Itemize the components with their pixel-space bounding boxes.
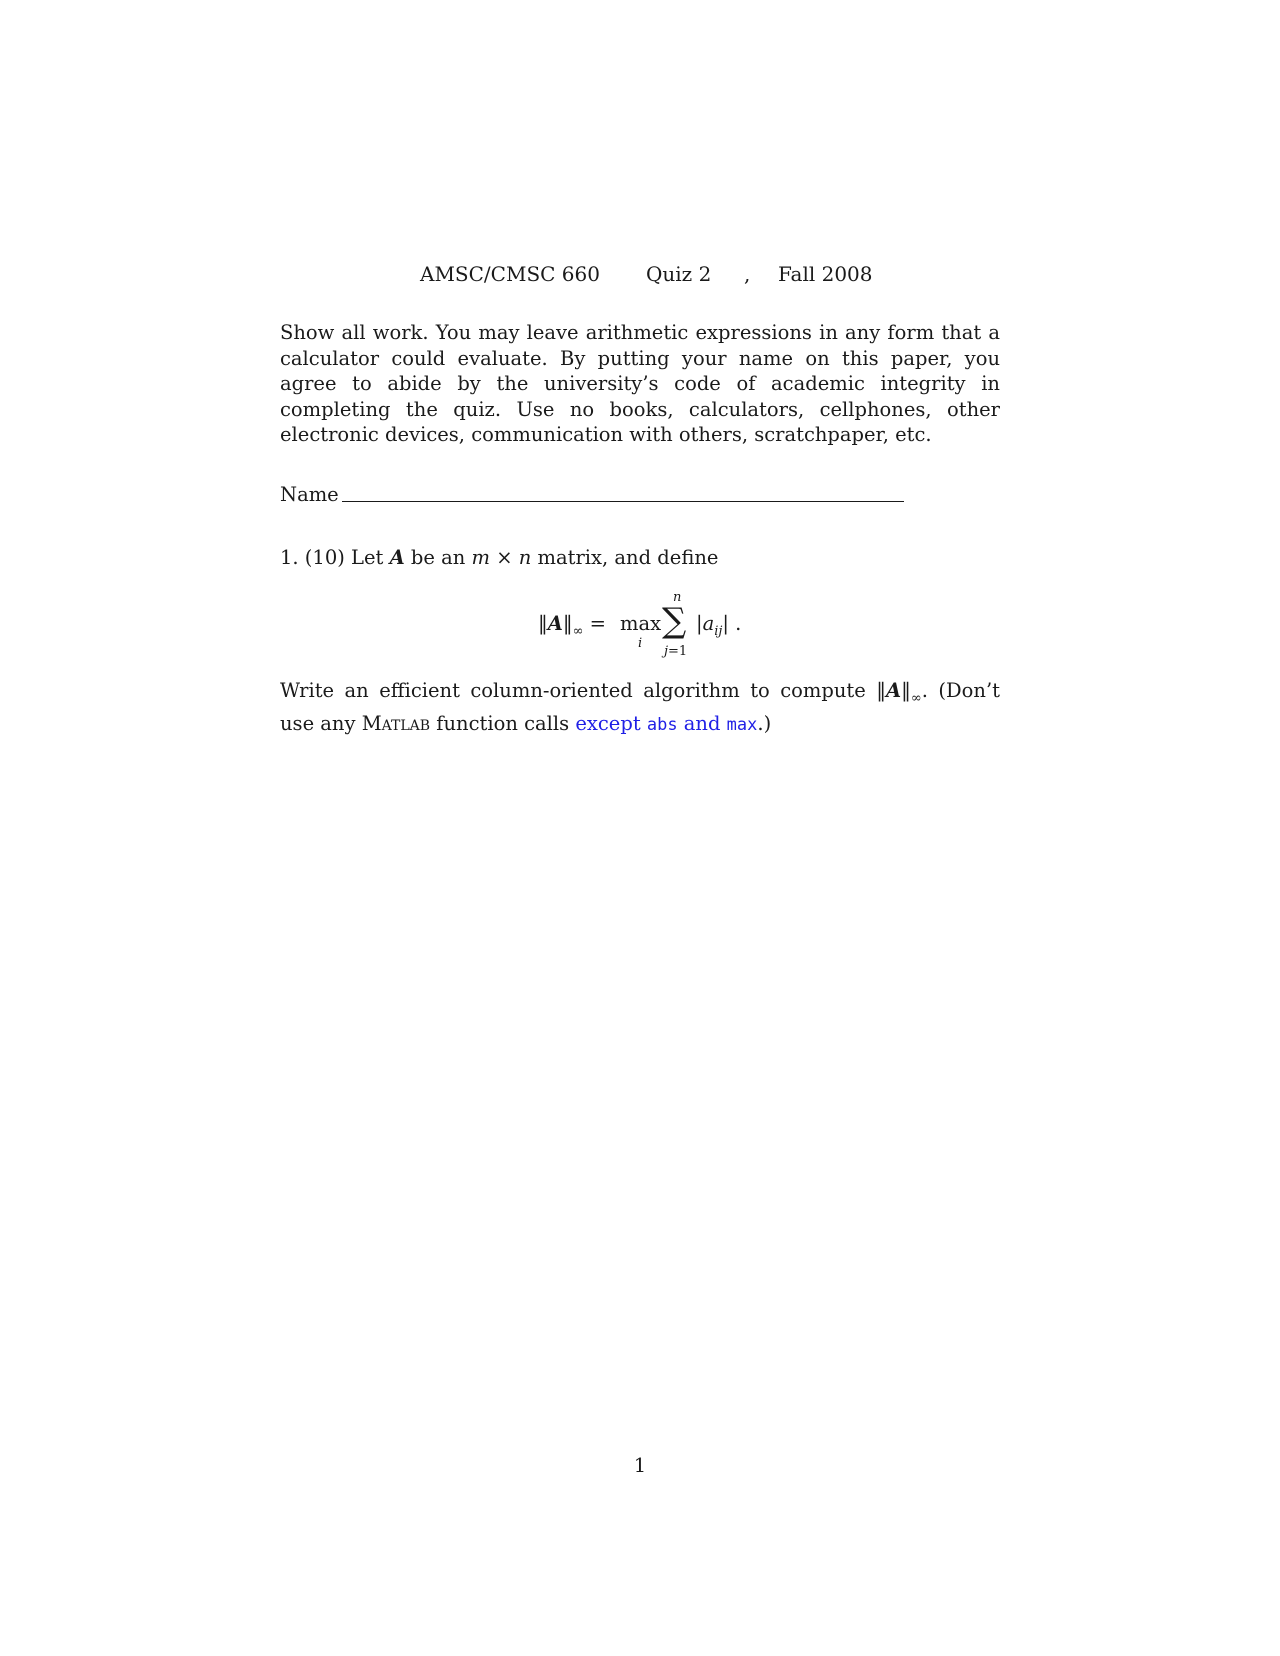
function-calls-text: function calls	[436, 712, 570, 735]
task-prefix: Write an efficient column-oriented algorithm to compute	[280, 679, 866, 702]
matrix-dimensions: m × n	[471, 546, 532, 569]
question-number: 1. (10)	[280, 546, 345, 569]
name-field	[280, 483, 1000, 513]
task-norm: $‖A‖_\infty$	[876, 679, 922, 706]
page-number: 1	[633, 1454, 647, 1477]
equation-max: max	[620, 612, 662, 635]
equation-lhs: $‖A‖_\infty$ =	[538, 612, 607, 639]
summation-symbol: ∑	[662, 601, 687, 641]
closing-text: .)	[757, 712, 772, 735]
equation-abs-term: $|a_{ij}|$ .	[696, 612, 742, 639]
term-label: Fall 2008	[778, 262, 873, 286]
instructions-paragraph: Show all work. You may leave arithmetic expressions in any form that a calculator could evaluate. By putting your name on this paper, you agree to abide by the university’s code of academic integrity in completing the quiz. Use no books, calculators, cellphones, other electronic devices, communication with others, scratchpaper, etc.	[280, 321, 1000, 446]
infinity-norm-equation	[520, 588, 780, 660]
max-code: max	[726, 715, 758, 735]
task-suffix: . (Don’t use any	[280, 679, 1000, 735]
matrix-symbol: A	[389, 546, 405, 569]
question-text-rest: matrix, and define	[537, 546, 719, 569]
except-text: except	[575, 712, 641, 735]
sum-lower-limit: j=1	[664, 644, 688, 659]
course-code: AMSC/CMSC 660	[420, 262, 600, 286]
question-1-task	[280, 678, 1000, 738]
question-1-statement	[280, 545, 1000, 570]
matlab-word: Matlab	[361, 712, 431, 735]
question-text-let: Let	[351, 546, 384, 569]
abs-code: abs	[646, 715, 678, 735]
sum-upper-limit: n	[673, 590, 682, 605]
question-text-be-an: be an	[410, 546, 466, 569]
header-separator: ,	[744, 262, 751, 286]
quiz-header	[0, 262, 1280, 290]
equation-max-index: i	[638, 636, 643, 651]
name-blank-line	[342, 501, 904, 502]
quiz-title: Quiz 2	[646, 262, 712, 286]
and-text: and	[683, 712, 721, 735]
name-label: Name	[280, 483, 339, 506]
